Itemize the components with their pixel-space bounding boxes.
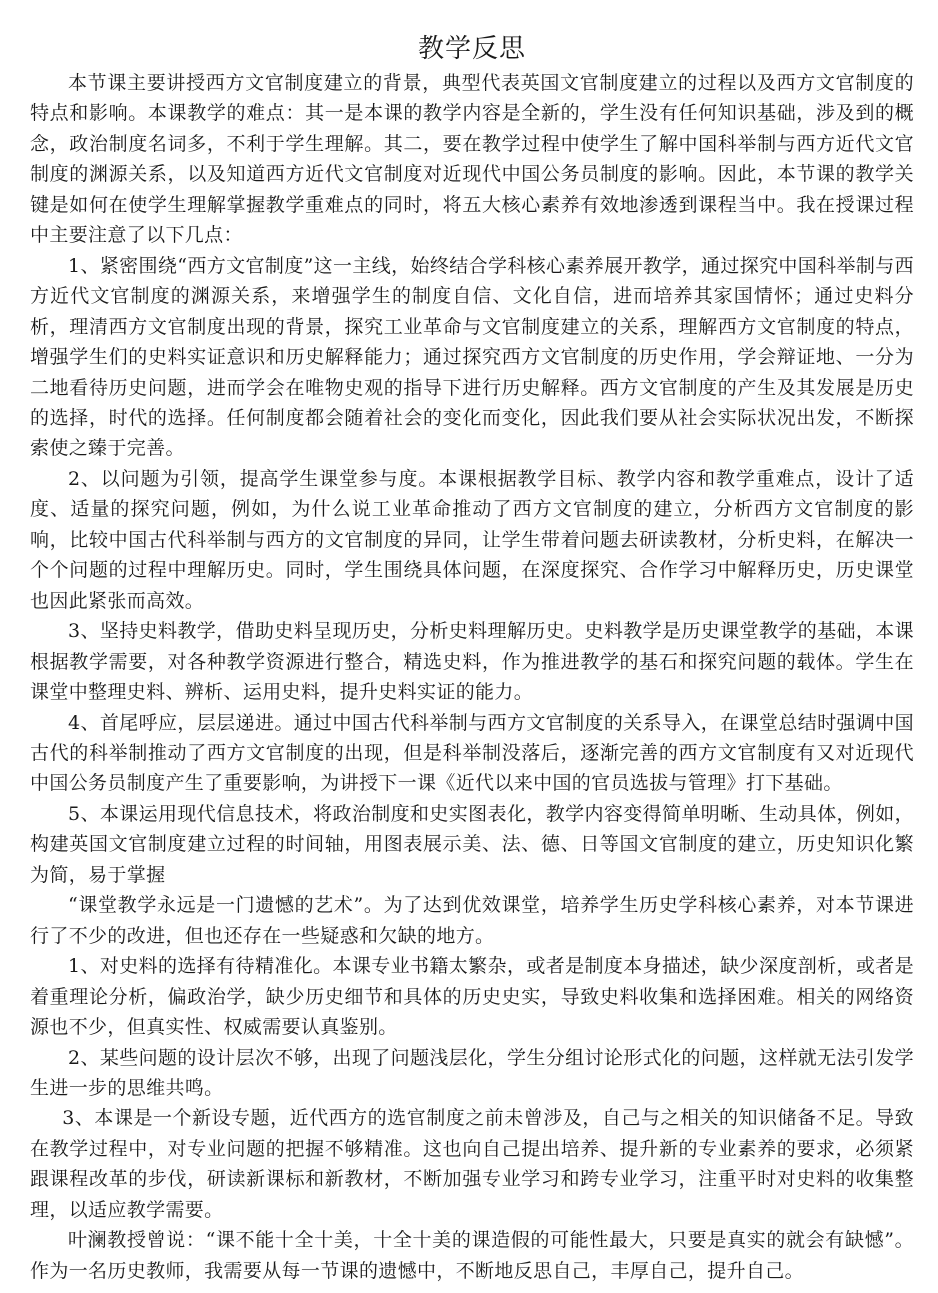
paragraph-shortcoming-3: 3、本课是一个新设专题，近代西方的选官制度之前未曾涉及，自己与之相关的知识储备不足。导致在教学过程中，对专业问题的把握不够精准。这也向自己提出培养、提升新的专业素养的要求，必须紧跟课程改革的步伐，研读新课标和新教材，不断加强专业学习和跨专业学习，注重平时对史料的收集整理，以适应教学需要。 [30,1107,914,1221]
paragraph-point-5: 5、本课运用现代信息技术，将政治制度和史实图表化，教学内容变得简单明晰、生动具体，例如，构建英国文官制度建立过程的时间轴，用图表展示美、法、德、日等国文官制度的建立，历史知识化繁为简，易于掌握 [30,802,914,886]
paragraph-shortcoming-1: 1、对史料的选择有待精准化。本课专业书籍太繁杂，或者是制度本身描述，缺少深度剖析，或者是着重理论分析，偏政治学，缺少历史细节和具体的历史史实，导致史料收集和选择困难。相关的网络资源也不少，但真实性、权威需要认真鉴别。 [30,955,914,1039]
page-title: 教学反思 [417,34,526,64]
paragraph-shortcoming-2: 2、某些问题的设计层次不够，出现了问题浅层化，学生分组讨论形式化的问题，这样就无法引发学生进一步的思维共鸣。 [30,1046,914,1099]
paragraph-intro: 本节课主要讲授西方文官制度建立的背景，典型代表英国文官制度建立的过程以及西方文官制度的特点和影响。本课教学的难点：其一是本课的教学内容是全新的，学生没有任何知识基础，涉及到的概念，政治制度名词多，不利于学生理解。其二，要在教学过程中使学生了解中国科举制与西方近代文官制度的渊源关系，以及知道西方近代文官制度对近现代中国公务员制度的影响。因此，本节课的教学关键是如何在使学生理解掌握教学重难点的同时，将五大核心素养有效地渗透到课程当中。我在授课过程中主要注意了以下几点： [30,72,914,247]
paragraph-transition: “课堂教学永远是一门遗憾的艺术”。为了达到优效课堂，培养学生历史学科核心素养，对本节课进行了不少的改进，但也还存在一些疑惑和欠缺的地方。 [30,894,914,947]
document-body [30,68,914,1286]
paragraph-point-1: 1、紧密围绕“西方文官制度”这一主线，始终结合学科核心素养展开教学，通过探究中国科举制与西方近代文官制度的渊源关系，来增强学生的制度自信、文化自信，进而培养其家国情怀；通过史料分析，理清西方文官制度出现的背景，探究工业革命与文官制度建立的关系，理解西方文官制度的特点，增强学生们的史料实证意识和历史解释能力；通过探究西方文官制度的历史作用，学会辩证地、一分为二地看待历史问题，进而学会在唯物史观的指导下进行历史解释。西方文官制度的产生及其发展是历史的选择，时代的选择。任何制度都会随着社会的变化而变化，因此我们要从社会实际状况出发，不断探索使之臻于完善。 [30,254,914,460]
paragraph-point-2: 2、以问题为引领，提高学生课堂参与度。本课根据教学目标、教学内容和教学重难点，设计了适度、适量的探究问题，例如，为什么说工业革命推动了西方文官制度的建立，分析西方文官制度的影响，比较中国古代科举制与西方的文官制度的异同，让学生带着问题去研读教材，分析史料，在解决一个个问题的过程中理解历史。同时，学生围绕具体问题，在深度探究、合作学习中解释历史，历史课堂也因此紧张而高效。 [30,467,914,612]
paragraph-point-4: 4、首尾呼应，层层递进。通过中国古代科举制与西方文官制度的关系导入，在课堂总结时强调中国古代的科举制推动了西方文官制度的出现，但是科举制没落后，逐渐完善的西方文官制度有又对近现代中国公务员制度产生了重要影响，为讲授下一课《近代以来中国的官员选拔与管理》打下基础。 [30,711,914,795]
paragraph-point-3: 3、坚持史料教学，借助史料呈现历史，分析史料理解历史。史料教学是历史课堂教学的基础，本课根据教学需要，对各种教学资源进行整合，精选史料，作为推进教学的基石和探究问题的载体。学生在课堂中整理史料、辨析、运用史料，提升史料实证的能力。 [30,620,914,704]
paragraph-conclusion: 叶澜教授曾说：“课不能十全十美，十全十美的课造假的可能性最大，只要是真实的就会有缺憾”。作为一名历史教师，我需要从每一节课的遗憾中，不断地反思自己，丰厚自己，提升自己。 [30,1229,914,1282]
